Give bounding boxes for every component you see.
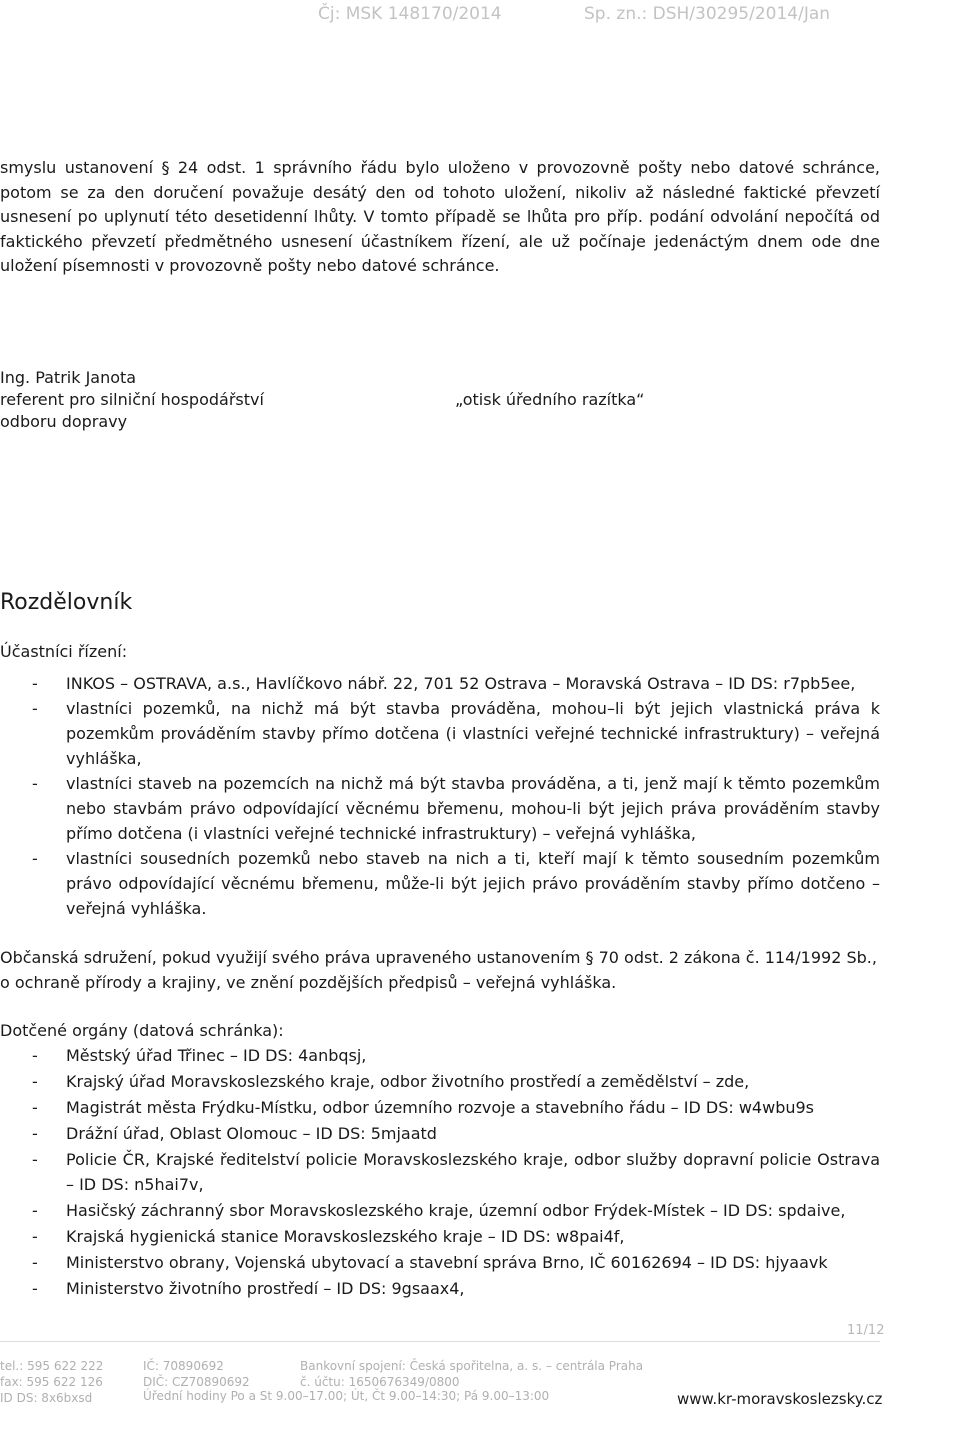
footer-bank-name: Bankovní spojení: Česká spořitelna, a. s. – centrála Praha xyxy=(300,1359,644,1373)
list-item-text: Městský úřad Třinec – ID DS: 4anbqsj, xyxy=(66,1046,367,1065)
footer-account: č. účtu: 1650676349/0800 xyxy=(300,1375,460,1389)
list-item: - Městský úřad Třinec – ID DS: 4anbqsj, xyxy=(32,1046,367,1065)
footer-hours: Úřední hodiny Po a St 9.00–17.00; Út, Čt 9.00–14:30; Pá 9.00–13:00 xyxy=(143,1389,550,1403)
signatory-position: referent pro silniční hospodářství xyxy=(0,390,264,409)
list-item: - Krajský úřad Moravskoslezského kraje, odbor životního prostředí a zemědělství – zde, xyxy=(32,1072,750,1091)
footer-ico: IČ: 70890692 xyxy=(143,1359,224,1373)
case-number: Čj: MSK 148170/2014 xyxy=(318,4,502,24)
list-item: - Hasičský záchranný sbor Moravskoslezského kraje, územní odbor Frýdek-Místek – ID DS: spdaive, xyxy=(32,1201,846,1220)
list-item: - Ministerstvo životního prostředí – ID DS: 9gsaax4, xyxy=(32,1279,465,1298)
footer-bank xyxy=(300,1358,643,1390)
footer-dic: DIČ: CZ70890692 xyxy=(143,1375,250,1389)
participants-list xyxy=(0,671,880,921)
associations-paragraph: Občanská sdružení, pokud využijí svého práva upraveného ustanovením § 70 odst. 2 zákona č. 114/1992 Sb., o ochraně přírody a krajiny, ve znění pozdějších předpisů – veřejná vyhláška. xyxy=(0,948,877,992)
list-item-text: vlastníci staveb na pozemcích na nichž má být stavba prováděna, a ti, jenž mají k těmto pozemkům nebo stavbám právo odpovídající věcnému břemenu, mohou-li být jejich práva prováděním stavby přímo dotčena (i vlastníci veřejné technické infrastruktury) – veřejná vyhláška, xyxy=(66,774,880,843)
list-item-text: Policie ČR, Krajské ředitelství policie Moravskoslezského kraje, odbor služby dopravní policie Ostrava – ID DS: n5hai7v, xyxy=(66,1150,880,1194)
list-item-text: Krajská hygienická stanice Moravskoslezského kraje – ID DS: w8pai4f, xyxy=(66,1227,625,1246)
footer-contact xyxy=(0,1358,103,1406)
footer-divider xyxy=(0,1341,880,1342)
list-item-text: vlastníci sousedních pozemků nebo staveb na nich a ti, kteří mají k těmto sousedním pozemkům právo odpovídající věcnému břemenu, může-li být jejich právo prováděním stavby přímo dotčeno – veřejná vyhláška. xyxy=(66,849,880,918)
list-item-text: Magistrát města Frýdku-Místku, odbor územního rozvoje a stavebního řádu – ID DS: w4wbu9s xyxy=(66,1098,815,1117)
list-item: - Policie ČR, Krajské ředitelství policie Moravskoslezského kraje, odbor služby dopravní policie Ostrava – ID DS: n5hai7v, xyxy=(32,1150,880,1194)
list-item-text: INKOS – OSTRAVA, a.s., Havlíčkovo nábř. 22, 701 52 Ostrava – Moravská Ostrava – ID DS: r7pb5ee, xyxy=(66,674,856,693)
footer-fax: fax: 595 622 126 xyxy=(0,1375,103,1389)
list-item: - vlastníci staveb na pozemcích na nichž má být stavba prováděna, a ti, jenž mají k těmto pozemkům nebo stavbám právo odpovídající věcnému břemenu, mohou-li být jejich práva prováděním stavby přímo dotčena (i vlastníci veřejné technické infrastruktury) – veřejná vyhláška, xyxy=(32,774,880,843)
intro-paragraph: smyslu ustanovení § 24 odst. 1 správního řádu bylo uloženo v provozovně pošty nebo datové schránce, potom se za den doručení považuje desátý den od tohoto uložení, nikoliv až následné faktické převzetí usnesení po uplynutí této desetidenní lhůty. V tomto případě se lhůta pro příp. podání odvolání nepočítá od faktického převzetí předmětného usnesení účastníkem řízení, ale už počínaje jedenáctým dnem ode dne uložení písemnosti v provozovně pošty nebo datové schránce. xyxy=(0,158,880,275)
list-item: - Drážní úřad, Oblast Olomouc – ID DS: 5mjaatd xyxy=(32,1124,437,1143)
list-item-text: Hasičský záchranný sbor Moravskoslezského kraje, územní odbor Frýdek-Místek – ID DS: spdaive, xyxy=(66,1201,846,1220)
stamp-placeholder: „otisk úředního razítka“ xyxy=(455,390,645,409)
list-item: - Ministerstvo obrany, Vojenská ubytovací a stavební správa Brno, IČ 60162694 – ID DS: hjyaavk xyxy=(32,1253,828,1272)
footer-tel: tel.: 595 622 222 xyxy=(0,1359,104,1373)
authorities-label: Dotčené orgány (datová schránka): xyxy=(0,1021,284,1040)
list-item: - vlastníci pozemků, na nichž má být stavba prováděna, mohou–li být jejich vlastnická práva k pozemkům prováděním stavby přímo dotčena (i vlastníci veřejné technické infrastruktury) – veřejná vyhláška, xyxy=(32,699,880,768)
list-item: - Krajská hygienická stanice Moravskoslezského kraje – ID DS: w8pai4f, xyxy=(32,1227,625,1246)
file-number: Sp. zn.: DSH/30295/2014/Jan xyxy=(584,4,831,24)
signatory-name: Ing. Patrik Janota xyxy=(0,368,137,387)
website-link[interactable]: www.kr-moravskoslezsky.cz xyxy=(677,1390,883,1408)
list-item-text: Krajský úřad Moravskoslezského kraje, odbor životního prostředí a zemědělství – zde, xyxy=(66,1072,750,1091)
signature-block xyxy=(0,367,264,433)
page-number: 11/12 xyxy=(847,1323,885,1338)
participants-label: Účastníci řízení: xyxy=(0,642,128,661)
distribution-heading: Rozdělovník xyxy=(0,590,133,615)
signatory-department: odboru dopravy xyxy=(0,412,128,431)
list-item-text: Ministerstvo životního prostředí – ID DS: 9gsaax4, xyxy=(66,1279,465,1298)
list-item: - INKOS – OSTRAVA, a.s., Havlíčkovo nábř. 22, 701 52 Ostrava – Moravská Ostrava – ID DS: r7pb5ee, xyxy=(32,674,856,693)
list-item-text: Ministerstvo obrany, Vojenská ubytovací a stavební správa Brno, IČ 60162694 – ID DS: hjyaavk xyxy=(66,1253,828,1272)
footer-ids xyxy=(143,1358,250,1390)
list-item-text: Drážní úřad, Oblast Olomouc – ID DS: 5mjaatd xyxy=(66,1124,437,1143)
list-item: - Magistrát města Frýdku-Místku, odbor územního rozvoje a stavebního řádu – ID DS: w4wbu9s xyxy=(32,1098,815,1117)
footer-id-ds: ID DS: 8x6bxsd xyxy=(0,1391,93,1405)
authorities-list xyxy=(0,1043,880,1302)
list-item: - vlastníci sousedních pozemků nebo staveb na nich a ti, kteří mají k těmto sousedním pozemkům právo odpovídající věcnému břemenu, může-li být jejich právo prováděním stavby přímo dotčeno – veřejná vyhláška. xyxy=(32,849,880,918)
list-item-text: vlastníci pozemků, na nichž má být stavba prováděna, mohou–li být jejich vlastnická práva k pozemkům prováděním stavby přímo dotčena (i vlastníci veřejné technické infrastruktury) – veřejná vyhláška, xyxy=(66,699,880,768)
